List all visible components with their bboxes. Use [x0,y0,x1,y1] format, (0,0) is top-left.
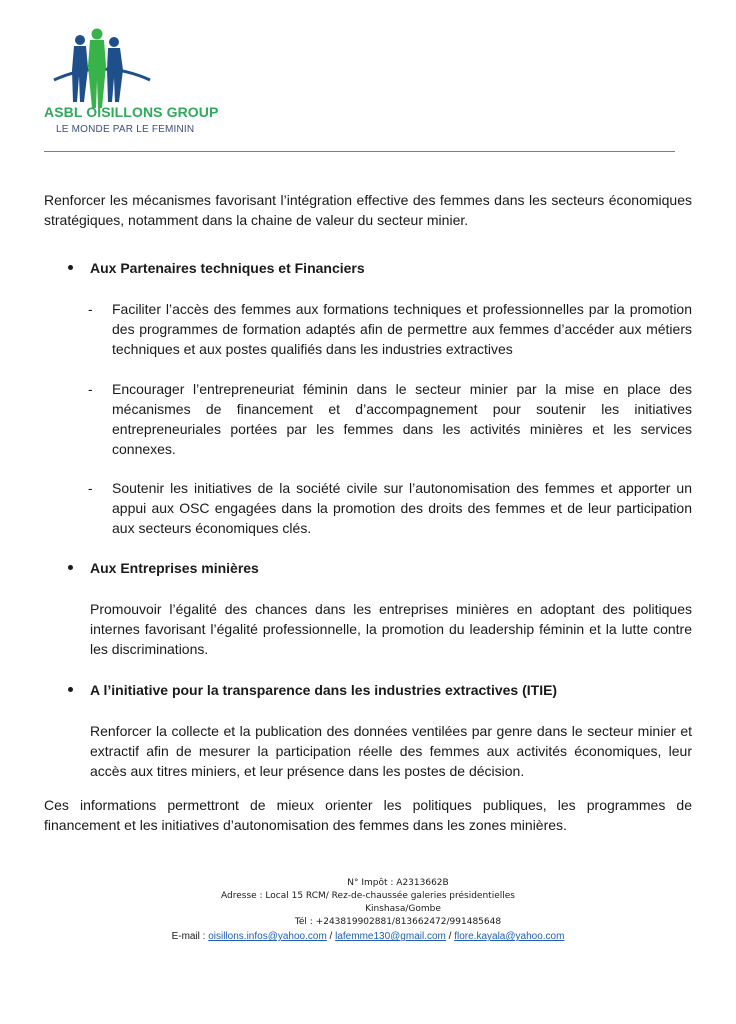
bullet-icon [68,265,73,270]
header-divider [44,151,675,152]
email-line [0,930,736,943]
three-women-silhouettes-logo-icon [52,28,152,108]
section-heading: Aux Partenaires techniques et Financiers [66,258,692,278]
city: Kinshasa/Gombe [365,904,441,914]
section-paragraph: Promouvoir l’égalité des chances dans les entreprises minières en adoptant des politiques internes favorisant l’égalité professionnelle, la promotion du leadership féminin et la lutte contre les discriminations. [90,601,692,657]
address: Adresse : Local 15 RCM/ Rez-de-chaussée galeries présidentielles [221,891,515,901]
bullet-icon [68,565,73,570]
section-partenaires [66,258,692,538]
list-item: - Encourager l’entrepreneuriat féminin dans le secteur minier par la mise en place des mécanismes de financement et d’accompagnement pour soutenir les initiatives entrepreneuriales portées par les femmes dans les activités minières et les services connexes. [88,381,692,457]
section-itie [66,680,692,781]
bullet-icon [68,687,73,692]
dash-marker: - [88,480,93,496]
email-label: E-mail : [171,931,209,942]
dash-marker: - [88,381,93,397]
list-item: - Soutenir les initiatives de la société civile sur l’autonomisation des femmes et apporter un appui aux OSC engagées dans la promotion des droits des femmes et de leur participation aux secteurs économiques clés. [88,480,692,536]
section-entreprises-minieres [66,558,692,659]
list-item: - Faciliter l’accès des femmes aux formations techniques et professionnelles par la promotion des programmes de formation adaptés afin de permettre aux femmes d’accéder aux métiers techniques et aux postes qualifiés dans les industries extractives [88,301,692,357]
section-heading: A l’initiative pour la transparence dans les industries extractives (ITIE) [66,680,692,700]
intro-paragraph: Renforcer les mécanismes favorisant l’intégration effective des femmes dans les secteurs économiques stratégiques, notamment dans la chaine de valeur du secteur minier. [44,192,692,228]
org-name: ASBL OISILLONS GROUP [44,104,219,120]
section-heading: Aux Entreprises minières [66,558,692,578]
dash-marker: - [88,301,93,317]
conclusion-paragraph: Ces informations permettront de mieux orienter les politiques publiques, les programmes de financement et les initiatives d’autonomisation des femmes dans les zones minières. [44,797,692,833]
phone: Tél : +243819902881/813662472/991485648 [294,917,502,927]
org-tagline: LE MONDE PAR LE FEMININ [56,124,195,135]
email-link-oisillons[interactable]: oisillons.infos@yahoo.com [208,931,327,942]
document-body [44,190,692,835]
email-link-lafemme[interactable]: lafemme130@gmail.com [335,931,446,942]
section-paragraph: Renforcer la collecte et la publication des données ventilées par genre dans le secteur minier et extractif afin de mesurer la participation réelle des femmes aux activités économiques, leur accès aux titres miniers, et leur présence dans les postes de décision. [90,723,692,779]
email-link-flore[interactable]: flore.kayala@yahoo.com [454,931,565,942]
tax-id: N° Impôt : A2313662B [347,878,449,888]
email-separator: / [445,931,455,942]
letterhead-footer [0,877,736,943]
email-separator: / [326,931,336,942]
